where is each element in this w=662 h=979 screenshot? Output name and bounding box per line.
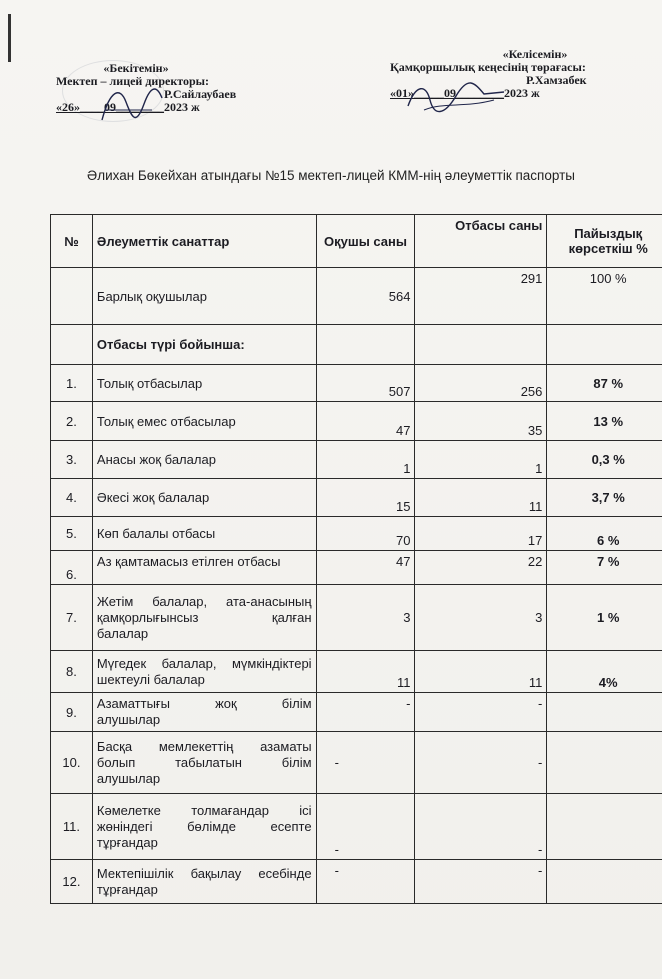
table-row: 11. Кәмелетке толмағандар ісі жөніндегі бөлімде есепте тұрғандар - - (51, 794, 662, 860)
table-row: 9. Азаматтығы жоқ білім алушылар - - (51, 693, 662, 732)
signature-right (404, 80, 514, 120)
document-title: Әлихан Бөкейхан атындағы №15 мектеп-лицей КММ-нің әлеуметтік паспорты (87, 168, 575, 183)
table-row: 6. Аз қамтамасыз етілген отбасы 47 22 7 % (51, 551, 662, 585)
approval-right-signer: Р.Хамзабек (526, 73, 587, 87)
total-families: 291 (415, 268, 547, 325)
table-section-row (51, 325, 662, 365)
table-row: 2. Толық емес отбасылар 47 35 13 % (51, 402, 662, 441)
social-passport-table (50, 214, 662, 904)
header-category: Әлеуметтік санаттар (92, 215, 316, 268)
total-students: 564 (316, 268, 415, 325)
page-edge-mark (8, 14, 11, 62)
header-families: Отбасы саны (415, 215, 547, 268)
total-percent: 100 % (547, 268, 662, 325)
table-row-total (51, 268, 662, 325)
header-num: № (51, 215, 93, 268)
approval-right-date: «01»_____09________2023 ж (390, 86, 540, 100)
header-percent: Пайыздық көрсеткіш % (547, 215, 662, 268)
approval-left-date: «26»____09________2023 ж (56, 100, 200, 114)
table-row: 1. Толық отбасылар 507 256 87 % (51, 365, 662, 402)
table-header-row (51, 215, 662, 268)
total-category: Барлық оқушылар (92, 268, 316, 325)
table-row: 10. Басқа мемлекеттің азаматы болып табылатын білім алушылар - - (51, 732, 662, 794)
approval-left-signer: Р.Сайлаубаев (164, 87, 237, 101)
table-row: 5. Көп балалы отбасы 70 17 6 % (51, 517, 662, 551)
table-row: 3. Анасы жоқ балалар 1 1 0,3 % (51, 441, 662, 479)
approval-left-role: Мектеп – лицей директоры: (56, 74, 210, 88)
table-row: 4. Әкесі жоқ балалар 15 11 3,7 % (51, 479, 662, 517)
table-row: 8. Мүгедек балалар, мүмкіндіктері шектеулі балалар 11 11 4% (51, 651, 662, 693)
table-row: 12. Мектепішілік бақылау есебінде тұрғандар - - (51, 860, 662, 904)
table-row: 7. Жетім балалар, ата-анасының қамқорлығынсыз қалған балалар 3 3 1 % (51, 585, 662, 651)
header-students: Оқушы саны (316, 215, 415, 268)
approval-right-title: «Келісемін» (502, 47, 568, 61)
section-title: Отбасы түрі бойынша: (92, 325, 316, 365)
approval-left-title: «Бекітемін» (103, 61, 169, 75)
approval-block-left (56, 62, 286, 114)
signature-left (96, 80, 166, 132)
approval-right-role: Қамқоршылық кеңесінің төрағасы: (390, 60, 586, 74)
